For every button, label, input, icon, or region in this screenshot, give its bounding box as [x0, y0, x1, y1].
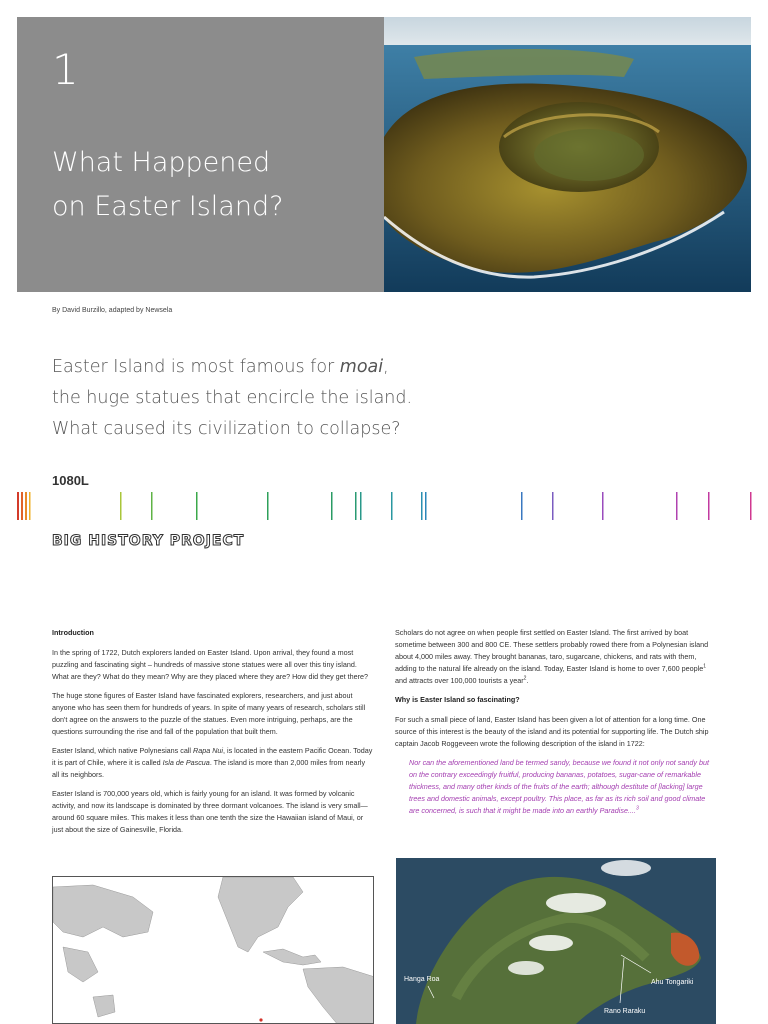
text-run: Scholars do not agree on when people first settled on Easter Island. The first arrived by boat sometime between 300 and 800 CE. These settlers probably rowed there from a Polynesian island about 4,000 miles away. They brought bananas, taro, sugarcane, chickens, and rats with them, adding to the natural life already on the island. Today, Easter Island is home to over 7,600 people: [395, 628, 709, 673]
lead-line-1: [52, 352, 432, 383]
paragraph: For such a small piece of land, Easter Island has been given a lot of attention for a long time. One source of this interest is the beauty of the island and its potential for supporting life. The Dutch ship captain Jacob Roggeveen wrote the following description of the island in 1722:: [395, 715, 709, 748]
lead-line-2: the huge statues that encircle the island.: [52, 388, 413, 408]
right-column: [395, 627, 717, 824]
isla-de-pascua: Isla de Pascua: [162, 758, 210, 767]
map-graphic: [53, 877, 374, 1024]
label-ahu-tongariki: Ahu Tongariki: [651, 979, 694, 986]
lead-text: [52, 352, 432, 445]
title-line-1: What Happened: [52, 147, 271, 178]
label-hanga-roa: Hanga Roa: [404, 976, 440, 983]
satellite-graphic: [396, 858, 716, 1024]
aerial-photo-graphic: [384, 17, 751, 292]
paragraph: In the spring of 1722, Dutch explorers landed on Easter Island. Upon arrival, they found a most puzzling and fascinating sight – hundreds of massive stone statues were all over this tiny island. What are they? What do they mean? Why are they placed where they are? How did they get there?: [52, 648, 369, 681]
label-rano-raraku: Rano Raraku: [604, 1008, 646, 1015]
quote-text: Nor can the aforementioned land be termed sandy, because we found it not only not sandy but on the contrary exceedingly fruitful, producing bananas, potatoes, sugar-cane of remarkable thickness, and many other kinds of the fruits of the earth; although destitute of [lacking] large trees and domestic animals, except poultry. This place, as far as its rich soil and good climate are concerned, is such that it might be made into an earthly Paradise....: [409, 758, 709, 815]
footnote-ref: 1: [703, 663, 706, 670]
chapter-number: 1: [52, 45, 78, 94]
intro-heading: Introduction: [52, 628, 94, 637]
title-line-2: on Easter Island?: [52, 191, 284, 222]
byline: By David Burzillo, adapted by Newsela: [52, 307, 173, 314]
page-title: [52, 141, 283, 229]
section-heading: Why is Easter Island so fascinating?: [395, 695, 520, 704]
text-run: . The island is more than 2,000 miles from nearly all its neighbors.: [52, 758, 366, 779]
text-run: .: [526, 676, 529, 685]
rapa-nui: Rapa Nui: [193, 746, 223, 755]
paragraph: [52, 745, 374, 781]
lead-comma: ,: [383, 357, 389, 377]
lead-line-3: What caused its civilization to collapse?: [52, 419, 401, 439]
footnote-ref: 2: [523, 675, 527, 682]
lexile-level: 1080L: [52, 473, 89, 488]
roggeveen-quote: [395, 757, 717, 817]
lead-moai: moai: [339, 357, 384, 377]
paragraph: The huge stone figures of Easter Island have fascinated explorers, researchers, and just about anyone who has seen them for hundreds of years. In spite of many years of research, scholars still don't agree on the answers to the puzzle of the statues. Even more intriguing, perhaps, are the questions surrounding the rise and fall of the population that built them.: [52, 691, 366, 736]
text-run: and attracts over 100,000 tourists a year: [395, 676, 524, 685]
paragraph: Easter Island is 700,000 years old, which is fairly young for an island. It was formed by volcanic activity, and now its landscape is dominated by three dormant volcanoes. The island is very small—around 60 square miles. This makes it less than one tenth the size the Hawaiian island of Maui, or just about the size of Gainesville, Florida.: [52, 789, 368, 834]
footnote-ref: 3: [635, 805, 639, 812]
paragraph: [395, 627, 717, 687]
text-run: , is located in the eastern Pacific Ocean. Today it is part of Chile, where it is called: [52, 746, 373, 767]
brand-logo: BIG HISTORY PROJECT: [52, 533, 245, 549]
satellite-image: [396, 858, 716, 1024]
world-map: [52, 876, 374, 1024]
lead-line-1-text: Easter Island is most famous for: [52, 357, 340, 377]
lexile-color-bars: [0, 490, 768, 522]
text-run: Easter Island, which native Polynesians call: [52, 746, 194, 755]
left-column: [52, 627, 374, 843]
easter-island-aerial-photo: [384, 17, 751, 292]
header-panel: [17, 17, 384, 292]
